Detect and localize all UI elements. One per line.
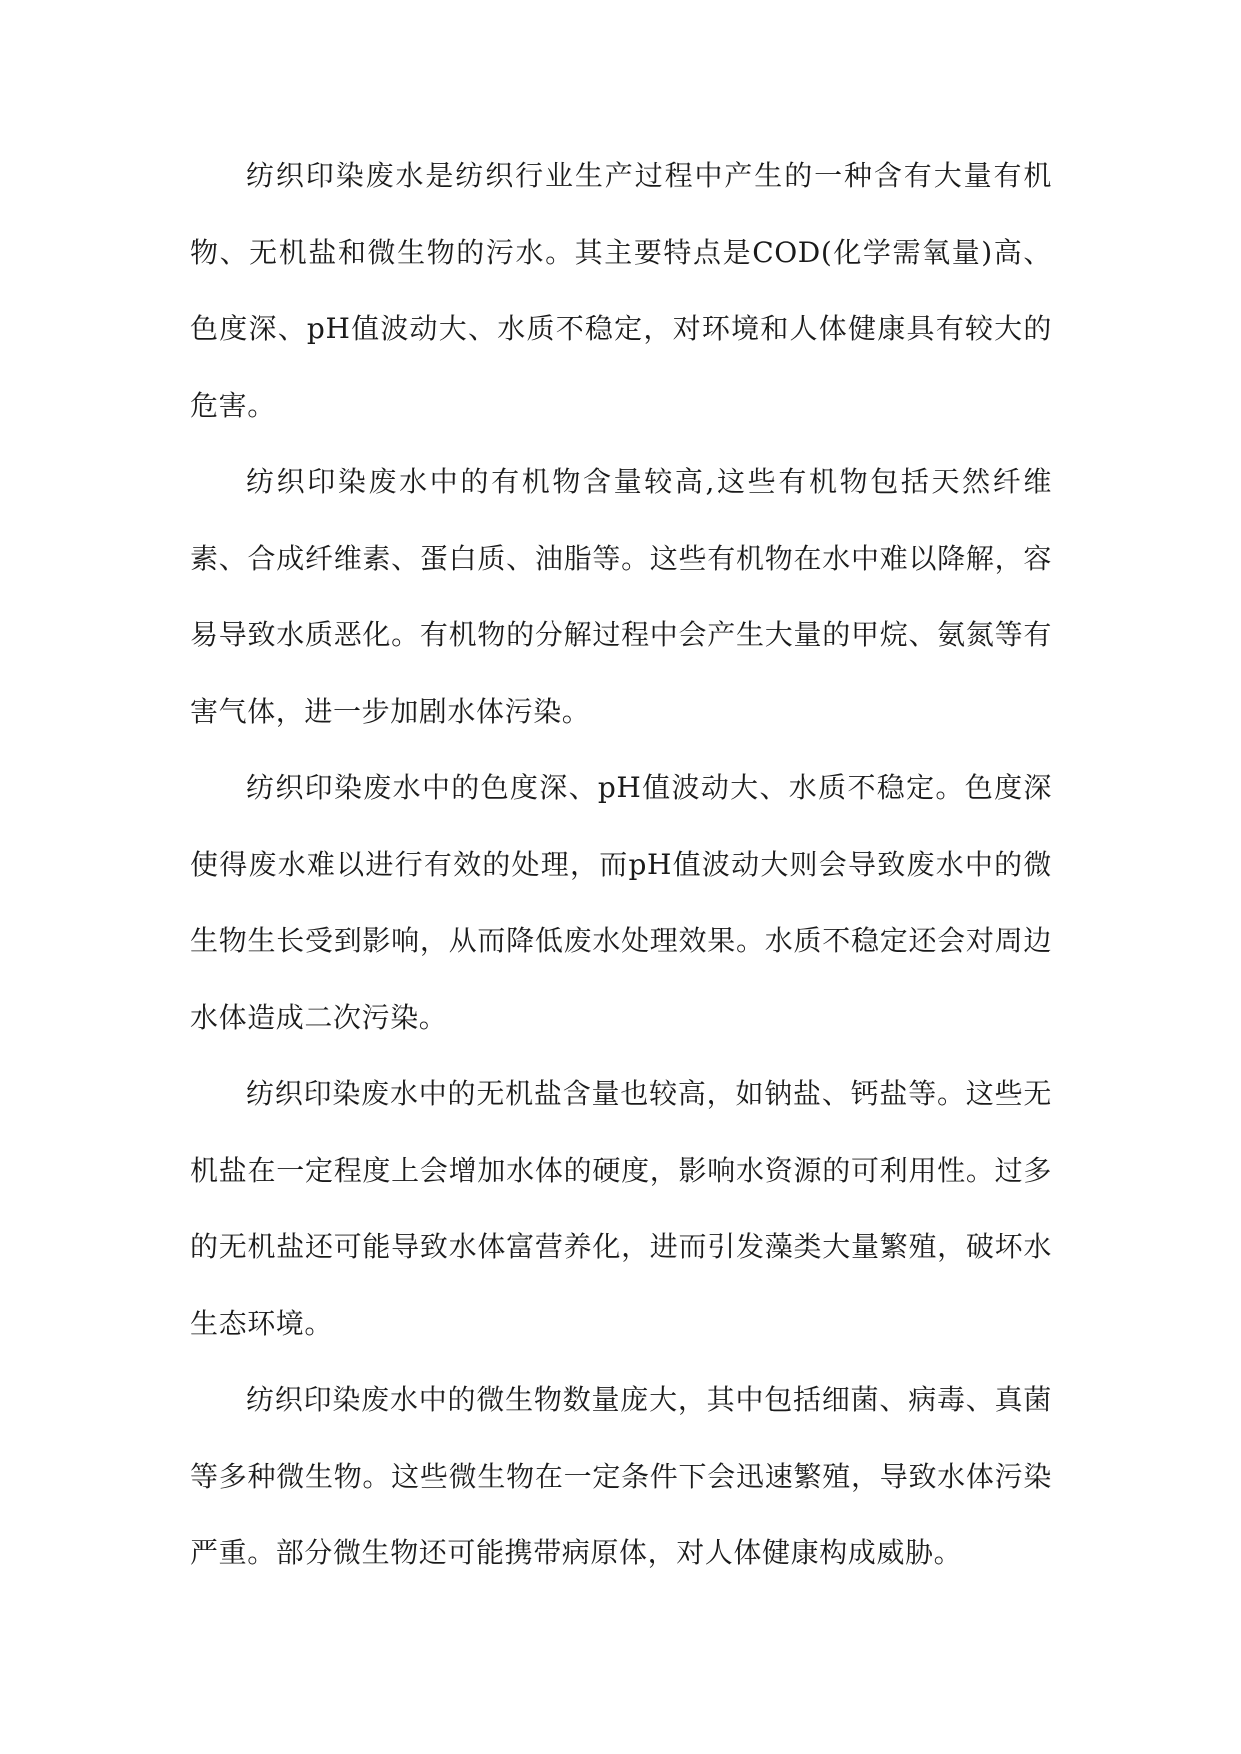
paragraph-organic-matter: 纺织印染废水中的有机物含量较高,这些有机物包括天然纤维素、合成纤维素、蛋白质、油脂等。这些有机物在水中难以降解，容易导致水质恶化。有机物的分解过程中会产生大量的甲烷、氨氮等有害气体，进一步加剧水体污染。 [190, 465, 1052, 728]
document-body [190, 138, 1052, 1592]
paragraph-inorganic-salts: 纺织印染废水中的无机盐含量也较高，如钠盐、钙盐等。这些无机盐在一定程度上会增加水体的硬度，影响水资源的可利用性。过多的无机盐还可能导致水体富营养化，进而引发藻类大量繁殖，破坏水生态环境。 [190, 1077, 1052, 1340]
paragraph-color-ph: 纺织印染废水中的色度深、pH值波动大、水质不稳定。色度深使得废水难以进行有效的处理，而pH值波动大则会导致废水中的微生物生长受到影响，从而降低废水处理效果。水质不稳定还会对周边水体造成二次污染。 [190, 771, 1052, 1034]
paragraph-overview: 纺织印染废水是纺织行业生产过程中产生的一种含有大量有机物、无机盐和微生物的污水。其主要特点是COD(化学需氧量)高、色度深、pH值波动大、水质不稳定，对环境和人体健康具有较大的危害。 [190, 159, 1052, 422]
paragraph-microorganisms: 纺织印染废水中的微生物数量庞大，其中包括细菌、病毒、真菌等多种微生物。这些微生物在一定条件下会迅速繁殖，导致水体污染严重。部分微生物还可能携带病原体，对人体健康构成威胁。 [190, 1383, 1052, 1569]
